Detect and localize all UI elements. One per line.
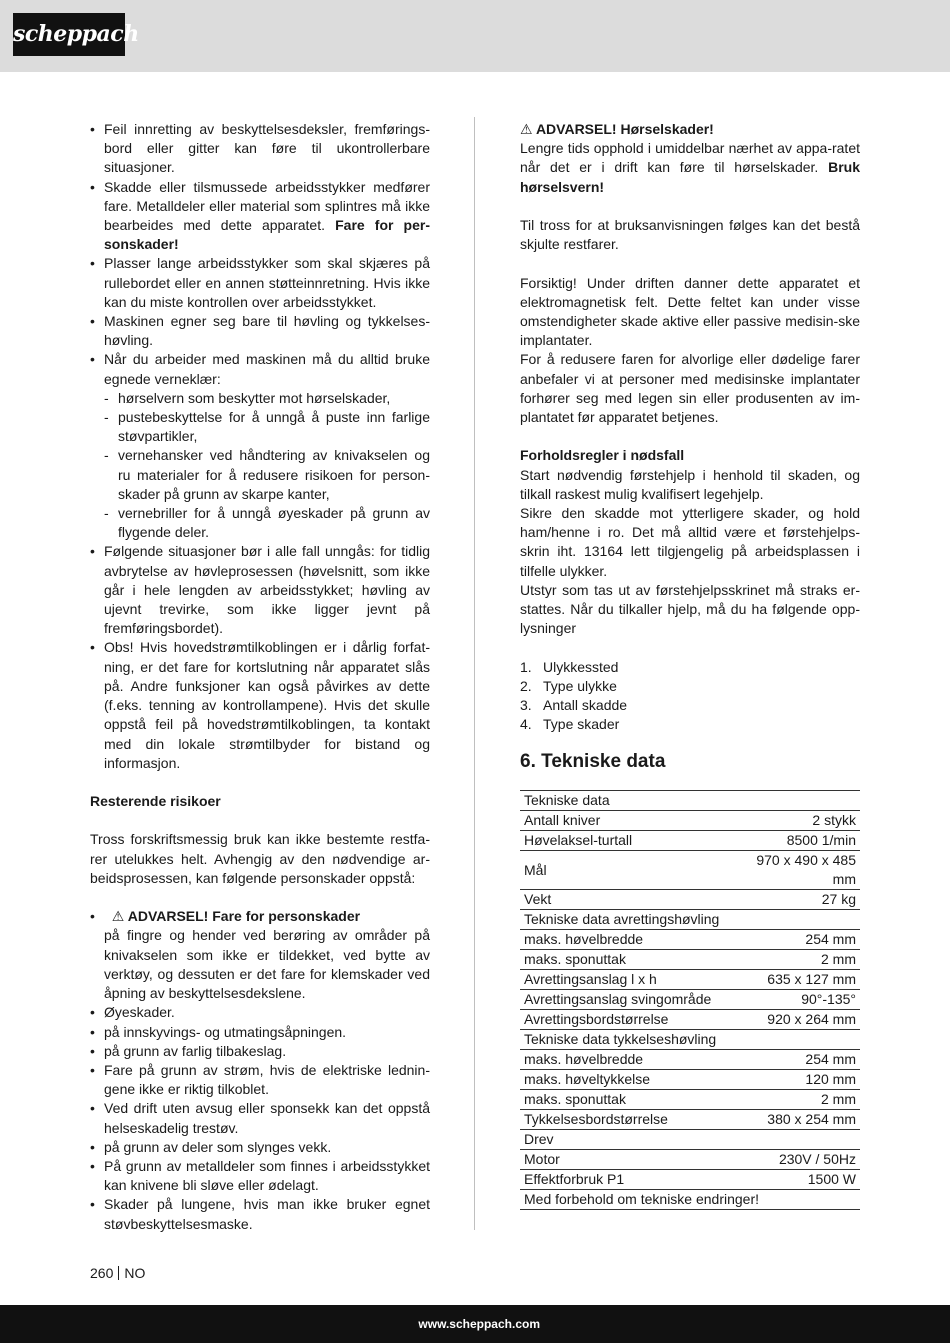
website-url: www.scheppach.com [418,1317,540,1331]
table-cell: Drev [520,1130,860,1150]
table-cell: 120 mm [742,1070,860,1090]
table-cell: 2 stykk [742,811,860,831]
list-item: - vernehansker ved håndtering av knivakselen og ru materialer for å redusere risikoen for person-skader på grunn av skarpe kanter, [90,446,430,504]
list-item: • Fare på grunn av strøm, hvis de elektriske lednin-gene ikke er riktig tilkoblet. [90,1061,430,1099]
emergency-text: Sikre den skadde mot ytterligere skader, og hold ham/henne i ro. Det må alltid være et førstehjelps-skrin iht. 13164 lett tilgjengelig på arbeidsplassen i tilfelle ulykker. [520,505,860,579]
table-cell: maks. høvelbredde [520,1050,742,1070]
protective-gear-list [90,389,430,543]
hearing-warning-text: Lengre tids opphold i umiddelbar nærhet av appa-ratet når det er i drift kan føre til hørselskader. Bruk hørselsvern! [520,140,860,195]
table-cell: Med forbehold om tekniske endringer! [520,1190,860,1210]
table-row [520,970,860,990]
table-row [520,1070,860,1090]
list-item: - hørselvern som beskytter mot hørselskader, [90,389,430,408]
emergency-heading: Forholdsregler i nødsfall [520,447,685,464]
list-item: • Plasser lange arbeidsstykker som skal skjæres på rullebordet eller en annen støtteinnretning. Hvis ikke kan du miste kontrollen over arbeidsstykket. [90,254,430,312]
table-cell: Avrettingsanslag svingområde [520,990,742,1010]
list-item: • Obs! Hvis hovedstrømtilkoblingen er i dårlig forfat-ning, er det fare for kortslutning når apparatet slås på. Andre funksjoner kan også påvirkes av dette (f.eks. tenning av kontrollampene). Hvis det skulle oppstå feil på hovedstrømtilkoblingen, ta kontakt med din lokale strømtilbyder for bistand og informasjon. [90,638,430,772]
list-item: • Når du arbeider med maskinen må du alltid bruke egnede verneklær: [90,350,430,388]
section-title: 6. Tekniske data [520,751,666,773]
table-row [520,1090,860,1110]
table-cell: 380 x 254 mm [742,1110,860,1130]
left-column [90,120,430,1234]
list-item: - vernebriller for å unngå øyeskader på grunn av flygende deler. [90,504,430,542]
table-cell: 254 mm [742,930,860,950]
table-row [520,811,860,831]
table-cell: 8500 1/min [742,831,860,851]
table-cell: 254 mm [742,1050,860,1070]
table-cell: 635 x 127 mm [742,970,860,990]
table-row [520,990,860,1010]
table-cell: Effektforbruk P1 [520,1170,742,1190]
caution-text: Forsiktig! Under driften danner dette apparatet et elektromagnetisk felt. Dette feltet kan under visse omstendigheter skade aktive eller passive medisin-ske implantater. [520,274,860,349]
list-item: • Øyeskader. [90,1003,430,1022]
table-cell: Motor [520,1150,742,1170]
list-item: • På grunn av metalldeler som finnes i arbeidsstykket kan knivene bli sløve eller ødelagt. [90,1157,430,1195]
tech-data-table [520,790,860,1210]
table-cell: Avrettingsanslag l x h [520,970,742,990]
table-cell: 27 kg [742,890,860,910]
table-cell: Vekt [520,890,742,910]
table-cell: Tekniske data [520,791,860,811]
table-cell: Tekniske data avrettingshøvling [520,910,860,930]
list-item: • Ved drift uten avsug eller sponsekk kan det oppstå helseskadelig trestøv. [90,1099,430,1137]
list-item: • Følgende situasjoner bør i alle fall unngås: for tidlig avbrytelse av høvleprosessen (høvelsnitt, som ikke går i hele lengden av arbeidsstykket; høvling av ujevnt trevirke, som ikke ligger jevnt på fremføringsbordet). [90,542,430,638]
list-item: • på grunn av farlig tilbakeslag. [90,1042,430,1061]
table-cell: 1500 W [742,1170,860,1190]
page-number: 260 NO [90,1265,146,1281]
residual-risks-list [90,907,430,1233]
scheppach-logo: scheppach [13,13,125,56]
table-cell: 90°-135° [742,990,860,1010]
table-row [520,1170,860,1190]
hidden-risks-text: Til tross for at bruksanvisningen følges kan det bestå skjulte restfarer. [520,217,860,253]
emergency-text: Utstyr som tas ut av førstehjelpsskrinet må straks er-stattes. Når du tilkaller hjelp, må du ha følgende opp-lysninger [520,581,860,637]
table-row [520,791,860,811]
table-cell: 920 x 264 mm [742,1010,860,1030]
table-row [520,950,860,970]
table-row [520,1030,860,1050]
list-item: 4. Type skader [520,716,620,733]
list-item: 1. Ulykkessted [520,658,619,675]
table-row [520,930,860,950]
table-cell: maks. sponuttak [520,1090,742,1110]
list-item: • på innskyvings- og utmatingsåpningen. [90,1023,430,1042]
implant-text: For å redusere faren for alvorlige eller dødelige farer anbefaler vi at personer med medisinske implantater forhører seg med legen sin eller produsenten av im-plantatet før apparatet betjenes. [520,351,860,426]
emergency-text: Start nødvendig førstehjelp i henhold til skaden, og tilkall raskest mulig kvalifisert legehjelp. [520,466,860,502]
table-cell: maks. høvelbredde [520,930,742,950]
table-cell: maks. høveltykkelse [520,1070,742,1090]
list-item: 2. Type ulykke [520,677,617,694]
table-row [520,1010,860,1030]
right-column [520,120,860,1210]
list-item: • Skader på lungene, hvis man ikke bruker egnet støvbeskyttelsesmaske. [90,1195,430,1233]
residual-risks-intro: Tross forskriftsmessig bruk kan ikke bestemte restfa-rer utelukkes helt. Avhengig av den nødvendige ar-beidsprosessen, kan følgende personskader oppstå: [90,831,430,886]
table-row [520,1110,860,1130]
list-item: 3. Antall skadde [520,697,628,714]
column-divider [474,117,475,1230]
list-item: • Feil innretting av beskyttelsesdeksler, fremførings-bord eller gitter kan føre til ukontrollerbare situasjoner. [90,120,430,178]
table-cell: 230V / 50Hz [742,1150,860,1170]
hearing-warning-title: ⚠ ADVARSEL! Hørselskader! [520,120,860,139]
warning-title: ⚠ ADVARSEL! Fare for personskader [104,908,360,924]
table-cell: Mål [520,851,742,890]
table-cell: Tekniske data tykkelseshøvling [520,1030,860,1050]
table-row [520,1190,860,1210]
list-item: • Skadde eller tilsmussede arbeidsstykker medfører fare. Metalldeler eller material som splintres må ikke bearbeides med dette apparatet. Fare for per-sonskader! [90,178,430,255]
list-item: - pustebeskyttelse for å unngå å puste inn farlige støvpartikler, [90,408,430,446]
list-item: • på grunn av deler som slynges vekk. [90,1138,430,1157]
page-header [0,0,950,72]
table-cell: 970 x 490 x 485 mm [742,851,860,890]
list-item: • Maskinen egner seg bare til høvling og tykkelses-høvling. [90,312,430,350]
table-row [520,890,860,910]
table-cell: 2 mm [742,1090,860,1110]
emergency-info-list [520,658,860,735]
residual-risks-heading: Resterende risikoer [90,793,221,810]
table-cell: Tykkelsesbordstørrelse [520,1110,742,1130]
table-cell: Høvelaksel-turtall [520,831,742,851]
table-row [520,1150,860,1170]
list-item: • ⚠ ADVARSEL! Fare for personskader på fingre og hender ved berøring av områder på knivakselen som ikke er tildekket, ved bytte av verktøy, og dessuten er det fare for klemskader ved åpning av beskyttelsesdekslene. [90,907,430,1003]
table-cell: Antall kniver [520,811,742,831]
table-cell: Avrettingsbordstørrelse [520,1010,742,1030]
table-row [520,831,860,851]
table-row [520,1130,860,1150]
table-cell: 2 mm [742,950,860,970]
warning-icon: ⚠ [520,121,533,137]
table-row [520,910,860,930]
safety-list-cont [90,542,430,772]
table-row [520,851,860,890]
table-cell: maks. sponuttak [520,950,742,970]
warning-icon: ⚠ [111,908,125,925]
page-footer [0,1305,950,1343]
table-row [520,1050,860,1070]
safety-list [90,120,430,389]
